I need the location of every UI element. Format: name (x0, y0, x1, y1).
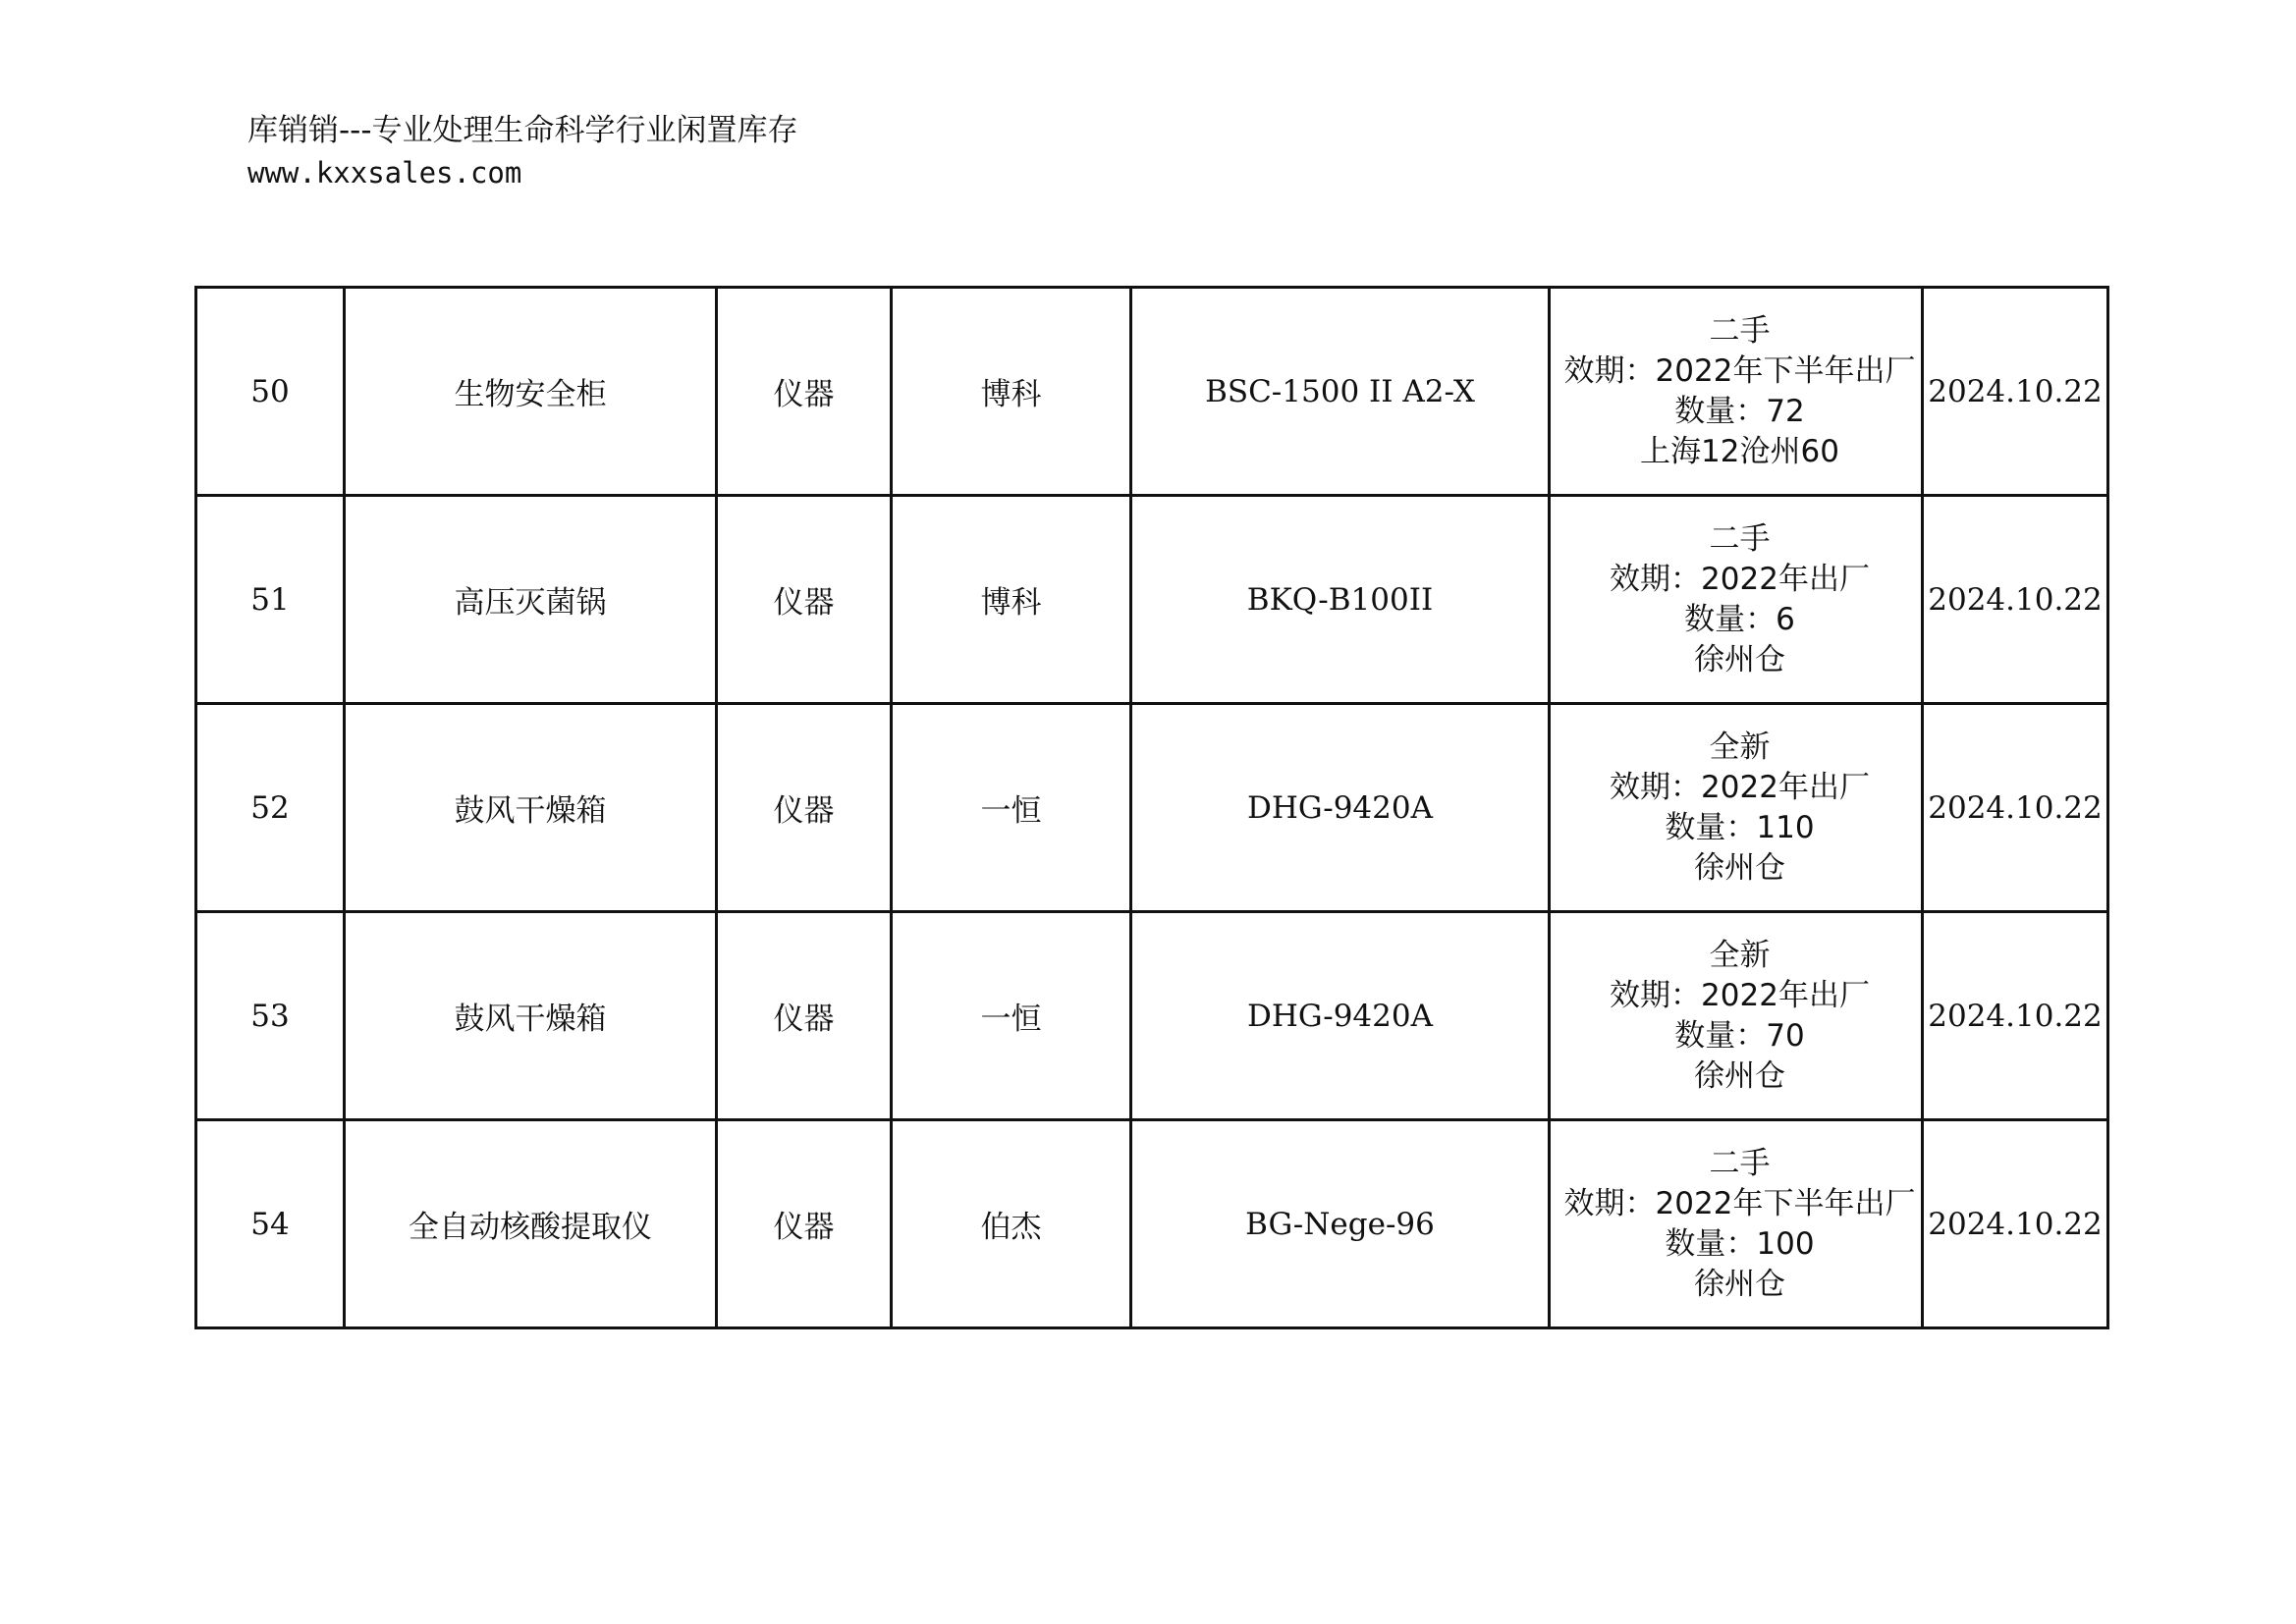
item-category: 仪器 (717, 912, 892, 1120)
note-location: 徐州仓 (1694, 849, 1785, 886)
header-title: 库销销---专业处理生命科学行业闲置库存 (247, 113, 798, 148)
note-expiry: 效期：2022年出厂 (1610, 977, 1870, 1013)
item-name: 全自动核酸提取仪 (345, 1120, 717, 1328)
note-location: 徐州仓 (1694, 1057, 1785, 1094)
table-row (196, 704, 2108, 912)
item-notes (1550, 912, 1923, 1120)
item-notes (1550, 496, 1923, 704)
item-date: 2024.10.22 (1923, 496, 2108, 704)
item-brand: 博科 (892, 288, 1131, 496)
item-brand: 伯杰 (892, 1120, 1131, 1328)
item-category: 仪器 (717, 496, 892, 704)
inventory-table (194, 286, 2109, 1329)
note-condition: 二手 (1709, 520, 1771, 557)
item-number: 50 (196, 288, 345, 496)
table-row (196, 1120, 2108, 1328)
item-number: 53 (196, 912, 345, 1120)
item-date: 2024.10.22 (1923, 288, 2108, 496)
item-name: 生物安全柜 (345, 288, 717, 496)
item-brand: 博科 (892, 496, 1131, 704)
item-notes (1550, 288, 1923, 496)
note-expiry: 效期：2022年出厂 (1610, 561, 1870, 597)
note-quantity: 数量：6 (1684, 601, 1795, 637)
item-number: 54 (196, 1120, 345, 1328)
note-quantity: 数量：110 (1665, 809, 1815, 845)
note-location: 上海12沧州60 (1640, 433, 1839, 469)
note-quantity: 数量：100 (1665, 1225, 1815, 1262)
item-notes (1550, 704, 1923, 912)
table-row (196, 288, 2108, 496)
note-location: 徐州仓 (1694, 641, 1785, 677)
item-model: BG-Nege-96 (1131, 1120, 1550, 1328)
table-row (196, 496, 2108, 704)
note-quantity: 数量：72 (1674, 393, 1805, 429)
item-model: BSC-1500 II A2-X (1131, 288, 1550, 496)
note-expiry: 效期：2022年下半年出厂 (1563, 1185, 1916, 1221)
item-model: DHG-9420A (1131, 704, 1550, 912)
item-model: DHG-9420A (1131, 912, 1550, 1120)
note-condition: 二手 (1709, 312, 1771, 349)
item-number: 52 (196, 704, 345, 912)
item-number: 51 (196, 496, 345, 704)
note-condition: 二手 (1709, 1145, 1771, 1181)
item-brand: 一恒 (892, 912, 1131, 1120)
note-condition: 全新 (1709, 729, 1771, 765)
item-brand: 一恒 (892, 704, 1131, 912)
note-location: 徐州仓 (1694, 1266, 1785, 1302)
table-row (196, 912, 2108, 1120)
item-date: 2024.10.22 (1923, 1120, 2108, 1328)
item-date: 2024.10.22 (1923, 704, 2108, 912)
note-expiry: 效期：2022年出厂 (1610, 769, 1870, 805)
item-category: 仪器 (717, 288, 892, 496)
item-date: 2024.10.22 (1923, 912, 2108, 1120)
item-notes (1550, 1120, 1923, 1328)
item-category: 仪器 (717, 704, 892, 912)
item-name: 鼓风干燥箱 (345, 704, 717, 912)
item-model: BKQ-B100II (1131, 496, 1550, 704)
page-header (247, 108, 798, 192)
note-expiry: 效期：2022年下半年出厂 (1563, 352, 1916, 389)
item-category: 仪器 (717, 1120, 892, 1328)
header-url: www.kxxsales.com (247, 156, 522, 189)
note-quantity: 数量：70 (1674, 1017, 1805, 1054)
item-name: 高压灭菌锅 (345, 496, 717, 704)
note-condition: 全新 (1709, 937, 1771, 973)
item-name: 鼓风干燥箱 (345, 912, 717, 1120)
